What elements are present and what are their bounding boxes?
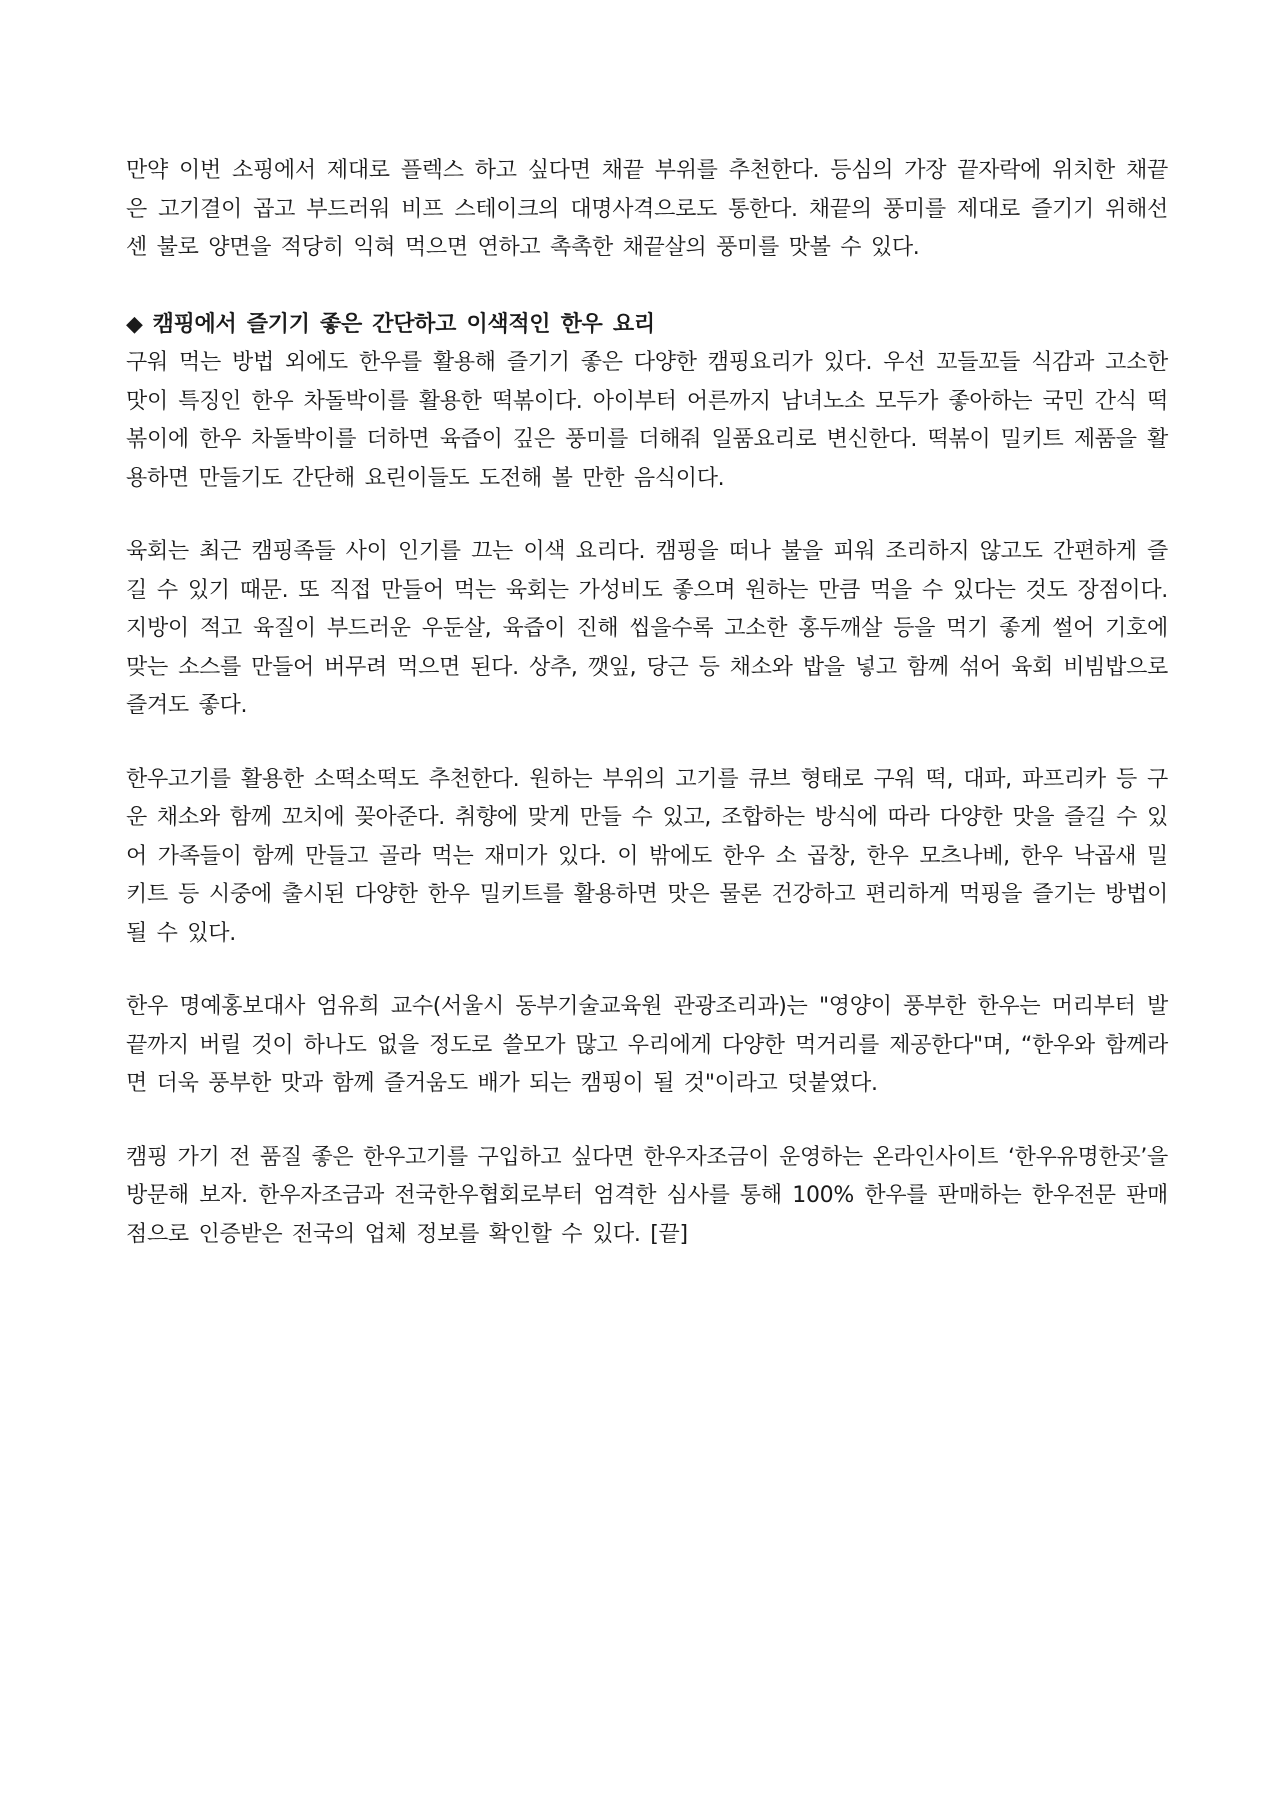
diamond-bullet-icon: ◆	[126, 311, 143, 337]
paragraph-gap	[126, 1104, 1168, 1139]
paragraph-chaekkeut: 만약 이번 소핑에서 제대로 플렉스 하고 싶다면 채끝 부위를 추천한다. 등심의 가장 끝자락에 위치한 채끝은 고기결이 곱고 부드러워 비프 스테이크의 대명사격으로도 통한다. 채끝의 풍미를 제대로 즐기기 위해선 센 불로 양면을 적당히 익혀 먹으면 연하고 촉촉한 채끝살의 풍미를 맛볼 수 있다.	[126, 158, 1168, 260]
paragraph-gap	[126, 726, 1168, 761]
paragraph-yukhoe: 육회는 최근 캠핑족들 사이 인기를 끄는 이색 요리다. 캠핑을 떠나 불을 피워 조리하지 않고도 간편하게 즐길 수 있기 때문. 또 직접 만들어 먹는 육회는 가성비도 좋으며 원하는 만큼 먹을 수 있다는 것도 장점이다. 지방이 적고 육질이 부드러운 우둔살, 육즙이 진해 씹을수록 고소한 홍두깨살 등을 먹기 좋게 썰어 기호에 맞는 소스를 만들어 버무려 먹으면 된다. 상추, 깻잎, 당근 등 채소와 밥을 넣고 함께 섞어 육회 비빔밥으로 즐겨도 좋다.	[126, 539, 1168, 718]
section-heading-text: 캠핑에서 즐기기 좋은 간단하고 이색적인 한우 요리	[152, 311, 655, 337]
paragraph-gap	[126, 268, 1168, 303]
paragraph-gap	[126, 498, 1168, 533]
section-heading	[126, 306, 1168, 345]
paragraph-tteokbokki: 구워 먹는 방법 외에도 한우를 활용해 즐기기 좋은 다양한 캠핑요리가 있다. 우선 꼬들꼬들 식감과 고소한 맛이 특징인 한우 차돌박이를 활용한 떡볶이다. 아이부터 어른까지 남녀노소 모두가 좋아하는 국민 간식 떡볶이에 한우 차돌박이를 더하면 육즙이 깊은 풍미를 더해줘 일품요리로 변신한다. 떡볶이 밀키트 제품을 활용하면 만들기도 간단해 요린이들도 도전해 볼 만한 음식이다.	[126, 350, 1168, 491]
paragraph-sotteok: 한우고기를 활용한 소떡소떡도 추천한다. 원하는 부위의 고기를 큐브 형태로 구워 떡, 대파, 파프리카 등 구운 채소와 함께 꼬치에 꽂아준다. 취향에 맞게 만들 수 있고, 조합하는 방식에 따라 다양한 맛을 즐길 수 있어 가족들이 함께 만들고 골라 먹는 재미가 있다. 이 밖에도 한우 소 곱창, 한우 모츠나베, 한우 낙곱새 밀키트 등 시중에 출시된 다양한 한우 밀키트를 활용하면 맛은 물론 건강하고 편리하게 먹핑을 즐기는 방법이 될 수 있다.	[126, 766, 1168, 946]
paragraph-gap	[126, 953, 1168, 988]
paragraph-quote: 한우 명예홍보대사 엄유희 교수(서울시 동부기술교육원 관광조리과)는 "영양이 풍부한 한우는 머리부터 발끝까지 버릴 것이 하나도 없을 정도로 쓸모가 많고 우리에게 다양한 먹거리를 제공한다"며, “한우와 함께라면 더욱 풍부한 맛과 함께 즐거움도 배가 되는 캠핑이 될 것"이라고 덧붙였다.	[126, 994, 1168, 1096]
paragraph-closing: 캠핑 가기 전 품질 좋은 한우고기를 구입하고 싶다면 한우자조금이 운영하는 온라인사이트 ‘한우유명한곳’을 방문해 보자. 한우자조금과 전국한우협회로부터 엄격한 심사를 통해 100% 한우를 판매하는 한우전문 판매점으로 인증받은 전국의 업체 정보를 확인할 수 있다. [끝]	[126, 1144, 1168, 1247]
document-body	[126, 152, 1168, 1254]
